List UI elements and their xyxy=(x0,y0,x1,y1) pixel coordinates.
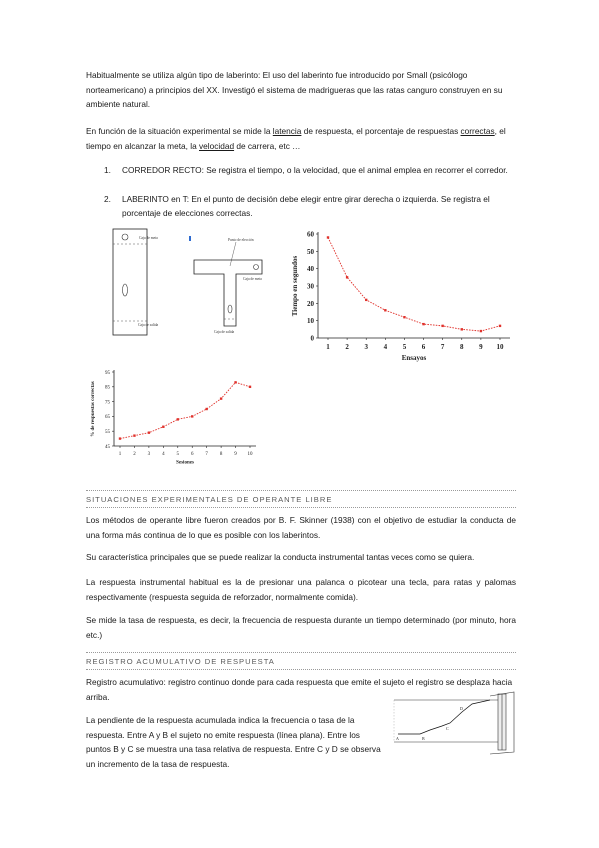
straight-corridor-diagram xyxy=(108,226,178,338)
x-tick-label: 1 xyxy=(326,343,330,351)
x-tick-label: 6 xyxy=(421,343,426,351)
start-box-label: Caja de salida xyxy=(138,323,159,327)
data-point xyxy=(422,323,424,325)
intro-paragraph: Habitualmente se utiliza algún tipo de laberinto: El uso del laberinto fue introducido por Small (psicólogo norteamericano) a principios del XX. Investigó el sistema de madrigueras que las ratas canguro construyen en su ambiente natural. xyxy=(86,70,503,109)
t-rat-icon xyxy=(228,305,232,313)
section-heading-operante-libre: SITUACIONES EXPERIMENTALES DE OPERANTE LIBRE xyxy=(86,495,333,504)
t-food-cup-icon xyxy=(254,265,259,270)
point-a-label: A xyxy=(396,736,399,741)
measures-paragraph xyxy=(86,124,516,153)
chart-time-per-trial xyxy=(288,224,520,374)
correctas-term: correctas xyxy=(460,126,495,136)
point-c-label: C xyxy=(446,726,449,731)
series-line xyxy=(120,382,250,438)
registro-paragraph-1: Registro acumulativo: registro continuo donde para cada respuesta que emite el sujeto el registro se desplaza hacia arriba. xyxy=(86,677,513,702)
x-tick-label: 10 xyxy=(247,452,253,457)
x-tick-label: 4 xyxy=(162,452,165,457)
data-point xyxy=(119,437,121,439)
y-axis-title: Tiempo en segundos xyxy=(291,255,299,317)
section-heading-registro: REGISTRO ACUMULATIVO DE RESPUESTA xyxy=(86,657,275,666)
data-point xyxy=(249,386,251,388)
x-tick-label: 1 xyxy=(118,452,122,457)
cumulative-recorder-diagram xyxy=(390,690,520,758)
y-tick-label: 85 xyxy=(105,385,110,391)
x-tick-label: 7 xyxy=(205,452,208,457)
cumulative-record-line xyxy=(398,700,490,734)
goal-box-label: Caja de meta xyxy=(139,236,158,240)
operante-paragraph-3: La respuesta instrumental habitual es la de presionar una palanca o picotear una tecla, para ratas y palomas respectivamente (respuesta seguida de reforzador, normalmente comida). xyxy=(86,577,516,602)
series-line xyxy=(328,237,500,331)
y-tick-label: 45 xyxy=(105,444,110,450)
registro-paragraph-2: La pendiente de la respuesta acumulada indica la frecuencia o tasa de la respuesta. Entre A y B el sujeto no emite respuesta (línea plana). Entre los puntos B y C se muestra una tasa relativa de respuesta. Entre C y D se observa un incremento de la tasa de respuesta. xyxy=(86,715,381,769)
x-tick-label: 3 xyxy=(364,343,368,351)
data-point xyxy=(133,434,135,436)
x-tick-label: 2 xyxy=(345,343,349,351)
list-text: CORREDOR RECTO: Se registra el tiempo, o la velocidad, que el animal emplea en recorrer el corredor. xyxy=(122,165,508,175)
data-point xyxy=(384,309,386,311)
x-tick-label: 9 xyxy=(479,343,483,351)
data-point xyxy=(346,276,348,278)
x-tick-label: 4 xyxy=(383,343,388,351)
x-tick-label: 8 xyxy=(219,452,223,457)
x-tick-label: 6 xyxy=(190,452,194,457)
measures-text-c: , el tiempo en alcanzar la meta, la xyxy=(86,126,506,151)
y-tick-label: 75 xyxy=(105,400,110,406)
t-maze-outline xyxy=(194,260,262,326)
data-point xyxy=(365,299,367,301)
y-tick-label: 50 xyxy=(307,247,314,256)
y-tick-label: 65 xyxy=(105,415,110,421)
section-divider xyxy=(86,490,516,491)
list-item xyxy=(104,192,514,220)
y-tick-label: 0 xyxy=(310,334,314,343)
x-tick-label: 5 xyxy=(402,343,407,351)
data-point xyxy=(461,328,463,330)
y-tick-label: 60 xyxy=(307,230,314,239)
corridor-outline xyxy=(113,229,147,335)
list-item xyxy=(104,163,514,177)
y-tick-label: 55 xyxy=(105,429,110,435)
data-point xyxy=(220,397,222,399)
operante-paragraph-2: Su característica principales que se puede realizar la conducta instrumental tantas veces como se quiera. xyxy=(86,552,475,562)
point-b-label: B xyxy=(422,736,425,741)
y-tick-label: 40 xyxy=(307,265,314,274)
t-start-box-label: Caja de salida xyxy=(214,330,235,334)
list-number: 1. xyxy=(104,165,111,175)
decision-pointer xyxy=(230,242,236,266)
data-point xyxy=(403,316,405,318)
data-point xyxy=(499,325,501,327)
food-cup-icon xyxy=(122,234,128,240)
section-divider xyxy=(86,652,516,653)
y-tick-label: 10 xyxy=(307,317,314,326)
t-goal-box-label: Caja de meta xyxy=(243,277,262,281)
x-tick-label: 10 xyxy=(496,343,504,351)
operante-paragraph-4: Se mide la tasa de respuesta, es decir, la frecuencia de respuesta durante un tiempo determinado (por minuto, hora etc.) xyxy=(86,615,516,640)
data-point xyxy=(327,236,329,238)
t-maze-diagram xyxy=(188,234,268,338)
velocidad-term: velocidad xyxy=(199,140,235,151)
decision-point-label: Punto de elección xyxy=(228,238,254,242)
measures-text-b: de respuesta, el porcentaje de respuestas xyxy=(301,126,461,136)
data-point xyxy=(177,418,179,420)
data-point xyxy=(191,415,193,417)
chart-percent-correct xyxy=(84,364,264,476)
x-tick-label: 2 xyxy=(133,452,136,457)
data-point xyxy=(205,408,207,410)
data-point xyxy=(148,431,150,433)
x-tick-label: 3 xyxy=(147,452,151,457)
data-point xyxy=(480,330,482,332)
data-point xyxy=(441,325,443,327)
y-axis-title: % de respuestas correctas xyxy=(91,381,96,437)
list-number: 2. xyxy=(104,194,111,204)
x-axis-title: Sesiones xyxy=(176,460,194,466)
operante-paragraph-1: Los métodos de operante libre fueron creados por B. F. Skinner (1938) con el objetivo de estudiar la conducta de una forma más continua de lo que es posible con los laberintos. xyxy=(86,515,516,540)
rat-icon xyxy=(123,284,128,296)
section-divider xyxy=(86,507,516,508)
measures-text-a: En función de la situación experimental se mide la xyxy=(86,126,273,136)
x-tick-label: 8 xyxy=(460,343,464,351)
y-tick-label: 30 xyxy=(307,282,314,291)
x-tick-label: 5 xyxy=(176,452,180,457)
data-point xyxy=(234,381,236,383)
section-divider xyxy=(86,669,516,670)
x-tick-label: 9 xyxy=(234,452,237,457)
y-tick-label: 95 xyxy=(105,370,110,376)
list-text: LABERINTO en T: En el punto de decisión debe elegir entre girar derecha o izquierda. Se registra el porcentaje de elecciones correctas. xyxy=(122,194,490,218)
latencia-term: latencia xyxy=(272,126,302,136)
measures-text-d: de carrera, etc … xyxy=(234,140,301,151)
point-d-label: D xyxy=(460,706,463,711)
y-tick-label: 20 xyxy=(307,299,314,308)
data-point xyxy=(162,426,164,428)
x-axis-title: Ensayos xyxy=(401,354,427,363)
x-tick-label: 7 xyxy=(440,343,445,351)
